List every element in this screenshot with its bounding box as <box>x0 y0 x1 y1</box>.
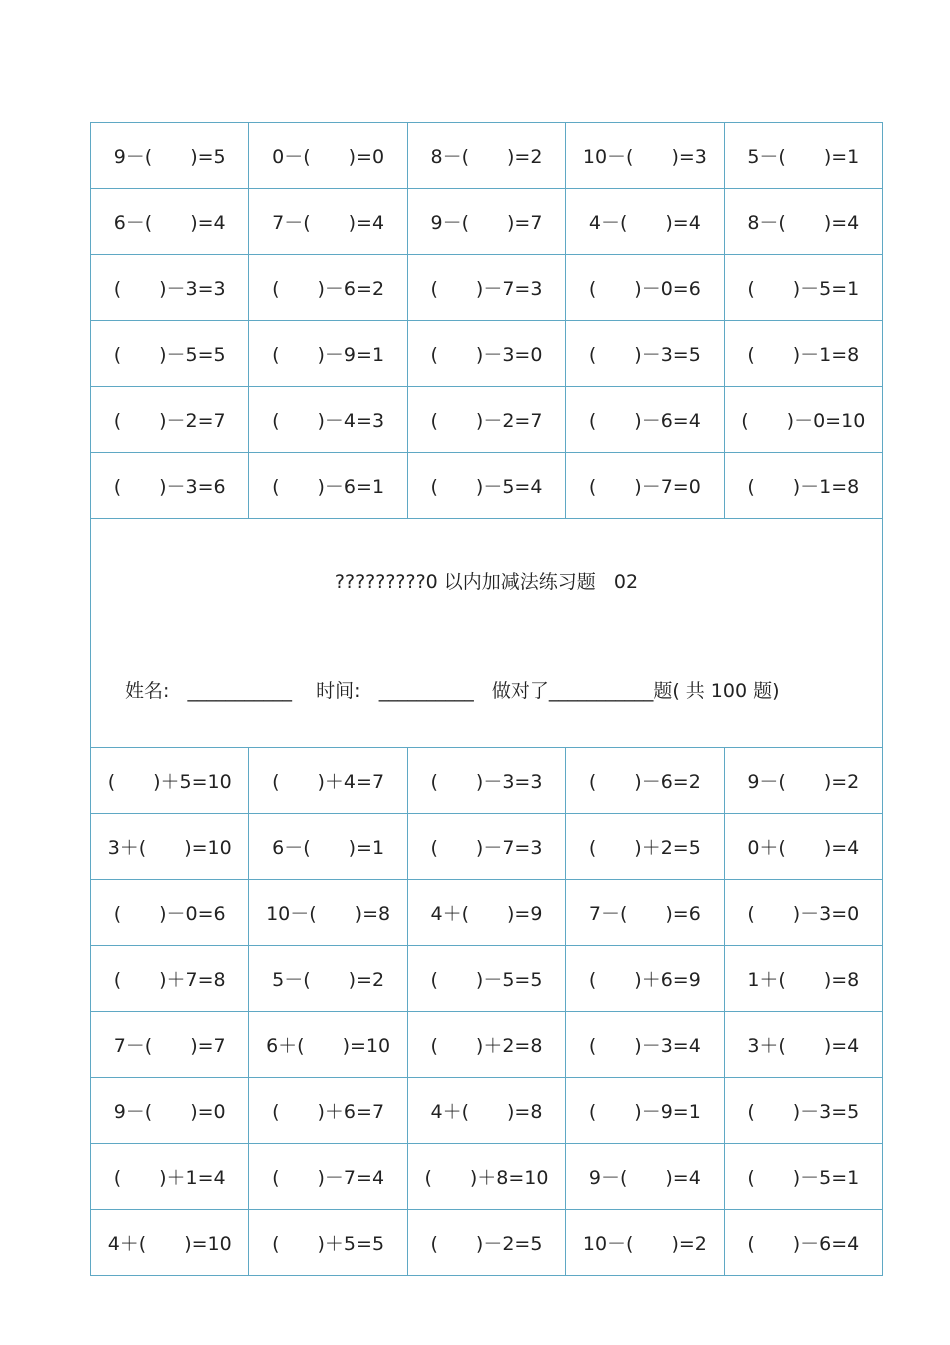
problem-cell: ( )－9=1 <box>566 1078 724 1144</box>
problem-cell: 6－( )=4 <box>91 189 249 255</box>
problem-cell: 4－( )=4 <box>566 189 724 255</box>
problem-cell: 10－( )=8 <box>249 880 407 946</box>
problem-cell: 5－( )=1 <box>724 123 882 189</box>
problem-cell: 0－( )=0 <box>249 123 407 189</box>
problem-cell: ( )－5=5 <box>91 321 249 387</box>
problem-cell: 9－( )=2 <box>724 748 882 814</box>
problem-cell: ( )－3=4 <box>566 1012 724 1078</box>
problem-cell: 8－( )=2 <box>407 123 565 189</box>
problem-cell: ( )－2=5 <box>407 1210 565 1276</box>
problem-cell: 5－( )=2 <box>249 946 407 1012</box>
problem-cell: ( )＋2=8 <box>407 1012 565 1078</box>
problem-row <box>91 1210 883 1276</box>
problem-cell: ( )－9=1 <box>249 321 407 387</box>
problem-cell: ( )－3=3 <box>91 255 249 321</box>
problem-cell: 7－( )=6 <box>566 880 724 946</box>
problem-cell: ( )－7=4 <box>249 1144 407 1210</box>
bottom-problems <box>91 748 883 1276</box>
problem-cell: ( )－5=4 <box>407 453 565 519</box>
problem-cell: ( )－6=2 <box>249 255 407 321</box>
problem-cell: 8－( )=4 <box>724 189 882 255</box>
problem-cell: ( )＋8=10 <box>407 1144 565 1210</box>
problem-cell: ( )－1=8 <box>724 453 882 519</box>
problem-cell: ( )－6=1 <box>249 453 407 519</box>
problem-row <box>91 189 883 255</box>
problem-cell: ( )－1=8 <box>724 321 882 387</box>
problem-cell: ( )－3=0 <box>724 880 882 946</box>
problem-cell: 3＋( )=4 <box>724 1012 882 1078</box>
problem-cell: ( )－3=0 <box>407 321 565 387</box>
problem-cell: 9－( )=0 <box>91 1078 249 1144</box>
problem-cell: ( )－7=0 <box>566 453 724 519</box>
top-problems <box>91 123 883 519</box>
problem-cell: ( )－5=1 <box>724 1144 882 1210</box>
problem-row <box>91 387 883 453</box>
problem-cell: ( )－7=3 <box>407 814 565 880</box>
worksheet-header <box>91 519 883 748</box>
problem-row <box>91 1078 883 1144</box>
problem-cell: ( )－3=6 <box>91 453 249 519</box>
worksheet-table <box>90 122 883 1276</box>
problem-cell: 9－( )=7 <box>407 189 565 255</box>
problem-row <box>91 946 883 1012</box>
problem-cell: ( )－5=5 <box>407 946 565 1012</box>
problem-cell: ( )－2=7 <box>91 387 249 453</box>
problem-cell: ( )－5=1 <box>724 255 882 321</box>
problem-cell: 10－( )=2 <box>566 1210 724 1276</box>
worksheet-meta: 姓名: ___________ 时间: __________ 做对了___________题( 共 100 题) <box>125 680 780 702</box>
problem-cell: 6－( )=1 <box>249 814 407 880</box>
problem-row <box>91 748 883 814</box>
problem-cell: ( )－6=4 <box>724 1210 882 1276</box>
problem-cell: ( )－0=6 <box>91 880 249 946</box>
header-row <box>91 519 883 748</box>
problem-cell: 7－( )=7 <box>91 1012 249 1078</box>
problem-cell: 9－( )=5 <box>91 123 249 189</box>
problem-row <box>91 123 883 189</box>
problem-cell: 10－( )=3 <box>566 123 724 189</box>
problem-row <box>91 453 883 519</box>
worksheet-title: ?????????0 以内加减法练习题 02 <box>334 571 639 593</box>
problem-cell: 7－( )=4 <box>249 189 407 255</box>
problem-cell: 3＋( )=10 <box>91 814 249 880</box>
problem-cell: 4＋( )=8 <box>407 1078 565 1144</box>
header-cell <box>91 519 883 748</box>
problem-row <box>91 321 883 387</box>
problem-cell: ( )－6=2 <box>566 748 724 814</box>
problem-cell: ( )＋6=7 <box>249 1078 407 1144</box>
problem-cell: 4＋( )=9 <box>407 880 565 946</box>
problem-cell: ( )－7=3 <box>407 255 565 321</box>
problem-cell: ( )－3=5 <box>566 321 724 387</box>
problem-cell: ( )＋5=5 <box>249 1210 407 1276</box>
problem-cell: ( )＋4=7 <box>249 748 407 814</box>
problem-row <box>91 1012 883 1078</box>
problem-cell: 0＋( )=4 <box>724 814 882 880</box>
problem-cell: ( )＋6=9 <box>566 946 724 1012</box>
problem-cell: ( )－4=3 <box>249 387 407 453</box>
problem-cell: ( )－3=5 <box>724 1078 882 1144</box>
problem-cell: 1＋( )=8 <box>724 946 882 1012</box>
problem-cell: ( )＋5=10 <box>91 748 249 814</box>
problem-row <box>91 255 883 321</box>
problem-cell: 6＋( )=10 <box>249 1012 407 1078</box>
problem-cell: ( )＋1=4 <box>91 1144 249 1210</box>
problem-cell: ( )－2=7 <box>407 387 565 453</box>
problem-cell: 4＋( )=10 <box>91 1210 249 1276</box>
problem-cell: 9－( )=4 <box>566 1144 724 1210</box>
problem-cell: ( )－0=10 <box>724 387 882 453</box>
problem-cell: ( )－6=4 <box>566 387 724 453</box>
problem-row <box>91 814 883 880</box>
problem-cell: ( )－0=6 <box>566 255 724 321</box>
problem-row <box>91 1144 883 1210</box>
problem-row <box>91 880 883 946</box>
problem-cell: ( )＋7=8 <box>91 946 249 1012</box>
problem-cell: ( )－3=3 <box>407 748 565 814</box>
problem-cell: ( )＋2=5 <box>566 814 724 880</box>
